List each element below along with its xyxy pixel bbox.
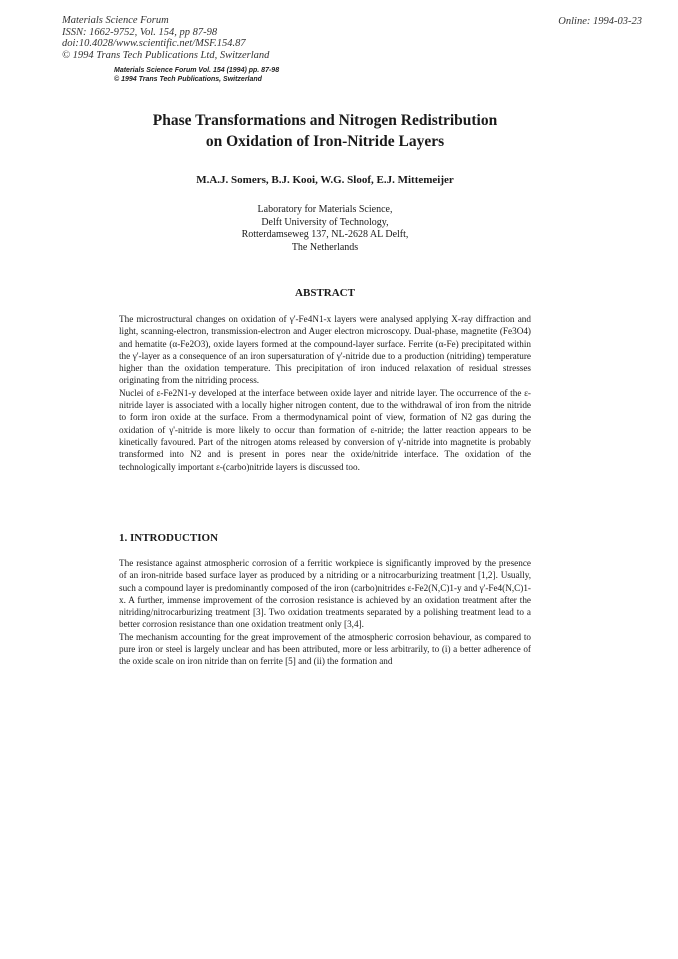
title-line: Phase Transformations and Nitrogen Redistribution: [152, 112, 498, 129]
affiliation-line: Delft University of Technology,: [261, 216, 389, 228]
title-line: on Oxidation of Iron-Nitride Layers: [205, 133, 445, 150]
stamp-line: © 1994 Trans Tech Publications, Switzerland: [114, 76, 262, 83]
section-heading-introduction: 1. INTRODUCTION: [119, 532, 219, 544]
online-date: Online: 1994-03-23: [558, 16, 642, 27]
paper-title: [0, 110, 650, 152]
meta-line: Materials Science Forum: [62, 15, 169, 26]
author-list: M.A.J. Somers, B.J. Kooi, W.G. Sloof, E.J. Mittemeijer: [196, 174, 454, 186]
introduction-body: [119, 557, 531, 668]
abstract-body: [119, 313, 531, 473]
meta-line: doi:10.4028/www.scientific.net/MSF.154.87: [62, 38, 246, 49]
affiliation-line: Rotterdamseweg 137, NL-2628 AL Delft,: [241, 229, 409, 240]
intro-paragraph: The mechanism accounting for the great improvement of the atmospheric corrosion behaviour, as compared to pure iron or steel is largely unclear and has been attributed, more or less arbitrarily, to (i) a better adherence of the oxide scale on iron nitride than on ferrite [5] and (ii) the formation and: [119, 631, 531, 667]
publication-meta: [62, 15, 269, 61]
affiliation: [0, 204, 650, 254]
abstract-paragraph: The microstructural changes on oxidation of γ'-Fe4N1-x layers were analysed applying X-ray diffraction and light, scanning-electron, transmission-electron and Auger electron microscopy. Dual-phase, magnetite (Fe3O4) and hematite (α-Fe2O3), oxide layers formed at the compound-layer surface. Ferrite (α-Fe) precipitated within the γ'-layer as a consequence of an iron supersaturation of γ'-nitride due to a production (nitriding) temperature higher than the oxidation temperature. This precipitation of iron induced relaxation of residual stresses originating from the nitriding process.: [119, 314, 531, 386]
meta-line: © 1994 Trans Tech Publications Ltd, Switzerland: [62, 49, 270, 61]
stamp-line: Materials Science Forum Vol. 154 (1994) pp. 87-98: [114, 67, 280, 74]
affiliation-line: The Netherlands: [291, 241, 359, 253]
meta-line: ISSN: 1662-9752, Vol. 154, pp 87-98: [62, 26, 218, 38]
intro-paragraph: The resistance against atmospheric corrosion of a ferritic workpiece is significantly improved by the presence of an iron-nitride based surface layer as produced by a nitriding or a nitrocarburizing treatment [1,2]. Usually, such a compound layer is predominantly composed of the iron (carbo)nitrides ε-Fe2(N,C)1-y and γ'-Fe4(N,C)1-x. A further, immense improvement of the corrosion resistance is achieved by an oxidation treatment after the nitriding/nitrocarburizing treatment [3]. Two oxidation treatments separated by a polishing treatment lead to a better corrosion resistance than one oxidation treatment only [3,4].: [119, 558, 531, 630]
journal-stamp: [114, 66, 279, 84]
abstract-heading: ABSTRACT: [295, 287, 355, 299]
abstract-paragraph: Nuclei of ε-Fe2N1-y developed at the interface between oxide layer and nitride layer. The occurrence of the ε-nitride layer is associated with a locally higher nitrogen content, due to the withdrawal of iron from the nitride to form iron oxide at the surface. From a thermodynamical point of view, formation of N2 gas during the oxidation of γ'-nitride is more likely to occur than formation of ε-nitride; the latter reaction appears to be kinetically favoured. Part of the nitrogen atoms released by conversion of γ'-nitride into magnetite is probably transformed into N2 and is present in pores near the oxide/nitride interface. The oxidation of the technologically important ε-(carbo)nitride layers is discussed too.: [119, 387, 531, 472]
affiliation-line: Laboratory for Materials Science,: [257, 204, 393, 215]
